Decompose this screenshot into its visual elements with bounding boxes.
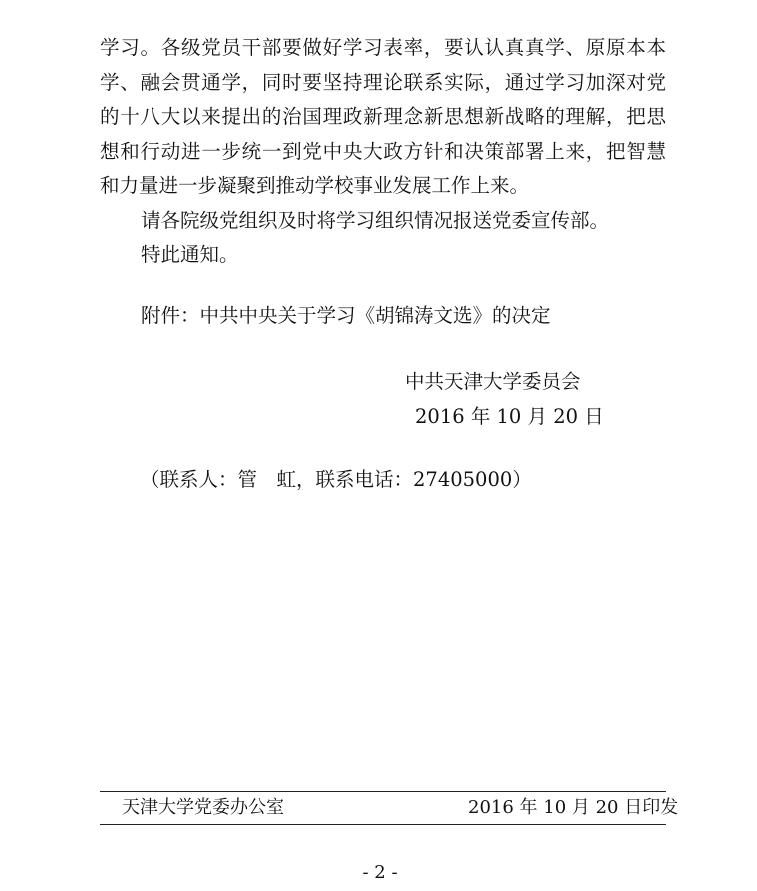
signature-organization: 中共天津大学委员会 [405, 370, 581, 393]
contact-line: （联系人：管 虹，联系电话：27405000） [140, 468, 532, 491]
signature-block [405, 365, 604, 434]
document-body [100, 31, 666, 273]
signature-date: 2016 年 10 月 20 日 [415, 404, 604, 428]
paragraph-2: 请各院级党组织及时将学习组织情况报送党委宣传部。 [141, 208, 610, 232]
paragraph-1-line-3: 的十八大以来提出的治国理政新理念新思想新战略的理解，把思 [100, 105, 666, 128]
footer-issuer: 天津大学党委办公室 [122, 797, 284, 818]
attachment-line: 附件：中共中央关于学习《胡锦涛文选》的决定 [141, 304, 551, 327]
paragraph-1-line-5: 和力量进一步凝聚到推动学校事业发展工作上来。 [100, 174, 530, 197]
footer-issue-date: 2016 年 10 月 20 日印发 [468, 797, 679, 818]
paragraph-1-line-2: 学、融会贯通学，同时要坚持理论联系实际，通过学习加深对党 [100, 70, 666, 94]
footer-bottom-rule [100, 824, 666, 825]
paragraph-3: 特此通知。 [141, 243, 239, 266]
footer-top-rule [100, 791, 666, 792]
paragraph-1-line-4: 想和行动进一步统一到党中央大政方针和决策部署上来，把智慧 [100, 139, 666, 163]
page-number: - 2 - [362, 862, 398, 883]
paragraph-1-line-1: 学习。各级党员干部要做好学习表率，要认认真真学、原原本本 [100, 36, 666, 59]
